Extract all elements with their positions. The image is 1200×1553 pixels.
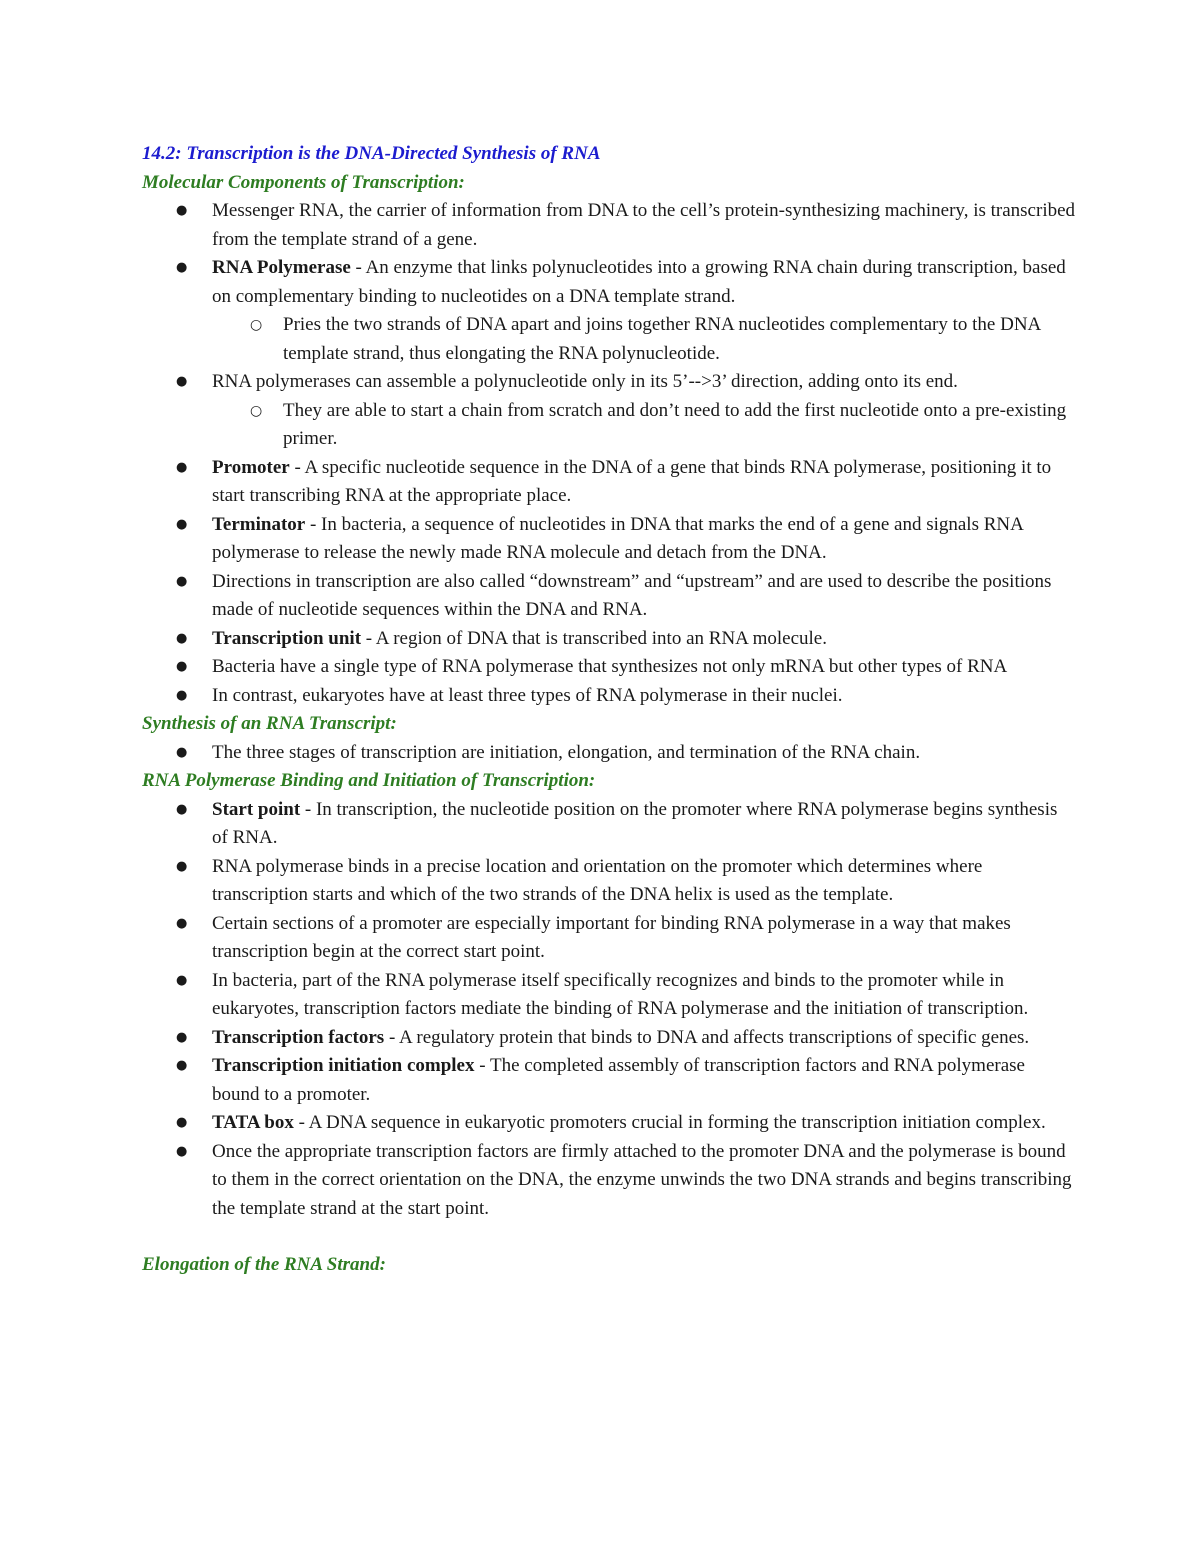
bullet-list (142, 197, 1077, 710)
section-heading-elongation: Elongation of the RNA Strand: (142, 1254, 386, 1275)
bullet-list (142, 739, 1077, 768)
list-item (142, 511, 1077, 568)
list-item (142, 568, 1077, 625)
item-text: Directions in transcription are also called “downstream” and “upstream” and are used to describe the positions made of nucleotide sequences within the DNA and RNA. (212, 570, 1052, 620)
term: Transcription unit (212, 627, 362, 649)
list-item (142, 853, 1077, 910)
item-text: In contrast, eukaryotes have at least three types of RNA polymerase in their nuclei. (212, 684, 843, 706)
item-text: Once the appropriate transcription factors are firmly attached to the promoter DNA and the polymerase is bound to them in the correct orientation on the DNA, the enzyme unwinds the two DNA strands and begins transcribing the template strand at the start point. (212, 1140, 1072, 1219)
item-text: Certain sections of a promoter are especially important for binding RNA polymerase in a way that makes transcription begin at the correct start point. (212, 912, 1011, 962)
document-page (142, 140, 1077, 1280)
item-text: - In transcription, the nucleotide position on the promoter where RNA polymerase begins synthesis of RNA. (212, 798, 1058, 848)
list-item (142, 1138, 1077, 1224)
list-item (142, 1052, 1077, 1109)
list-item (142, 1024, 1077, 1053)
section-heading-molecular-components: Molecular Components of Transcription: (142, 171, 465, 193)
term: Start point (212, 798, 301, 820)
item-text: - A region of DNA that is transcribed into an RNA molecule. (361, 627, 827, 649)
list-item (142, 254, 1077, 368)
list-item (142, 625, 1077, 654)
sub-list (212, 311, 1077, 368)
list-item (142, 197, 1077, 254)
item-text: RNA polymerases can assemble a polynucleotide only in its 5’-->3’ direction, adding onto its end. (212, 371, 958, 392)
page-title: 14.2: Transcription is the DNA-Directed Synthesis of RNA (142, 143, 601, 164)
item-text: Messenger RNA, the carrier of information from DNA to the cell’s protein-synthesizing machinery, is transcribed from the template strand of a gene. (212, 200, 1076, 250)
item-text: They are able to start a chain from scratch and don’t need to add the first nucleotide onto a pre-existing primer. (283, 399, 1067, 449)
item-text: Bacteria have a single type of RNA polymerase that synthesizes not only mRNA but other types of RNA (212, 656, 1008, 677)
sub-list (212, 397, 1077, 454)
item-text: - An enzyme that links polynucleotides into a growing RNA chain during transcription, based on complementary binding to nucleotides on a DNA template strand. (212, 257, 1066, 307)
list-item (142, 454, 1077, 511)
item-text: Pries the two strands of DNA apart and joins together RNA nucleotides complementary to the DNA template strand, thus elongating the RNA polynucleotide. (283, 314, 1041, 364)
sub-list-item (212, 397, 1077, 454)
list-item (142, 653, 1077, 682)
list-item (142, 739, 1077, 768)
item-text: - A DNA sequence in eukaryotic promoters crucial in forming the transcription initiation complex. (293, 1112, 1046, 1133)
item-text: - A regulatory protein that binds to DNA and affects transcriptions of specific genes. (384, 1026, 1030, 1048)
item-text: - The completed assembly of transcription factors and RNA polymerase bound to a promoter. (212, 1055, 1025, 1105)
item-text: RNA polymerase binds in a precise location and orientation on the promoter which determines where transcription starts and which of the two strands of the DNA helix is used as the template. (212, 855, 983, 905)
item-text: The three stages of transcription are initiation, elongation, and termination of the RNA chain. (212, 741, 921, 763)
section-heading-synthesis: Synthesis of an RNA Transcript: (142, 713, 397, 734)
list-item (142, 967, 1077, 1024)
bullet-list (142, 796, 1077, 1224)
term: Transcription initiation complex (212, 1055, 475, 1076)
list-item (142, 368, 1077, 454)
section-heading-binding-initiation: RNA Polymerase Binding and Initiation of Transcription: (142, 770, 596, 791)
item-text: - In bacteria, a sequence of nucleotides in DNA that marks the end of a gene and signals RNA polymerase to release the newly made RNA molecule and detach from the DNA. (212, 513, 1023, 563)
term: Transcription factors (212, 1026, 385, 1048)
list-item (142, 1109, 1077, 1138)
list-item (142, 910, 1077, 967)
list-item (142, 796, 1077, 853)
term: TATA box (212, 1112, 294, 1133)
term: RNA Polymerase (212, 257, 351, 278)
term: Promoter (212, 456, 290, 478)
list-item (142, 682, 1077, 711)
item-text: In bacteria, part of the RNA polymerase itself specifically recognizes and binds to the promoter while in eukaryotes, transcription factors mediate the binding of RNA polymerase and the initiation of transcription. (212, 969, 1029, 1019)
item-text: - A specific nucleotide sequence in the DNA of a gene that binds RNA polymerase, positioning it to start transcribing RNA at the appropriate place. (212, 456, 1052, 506)
sub-list-item (212, 311, 1077, 368)
term: Terminator (212, 513, 306, 535)
